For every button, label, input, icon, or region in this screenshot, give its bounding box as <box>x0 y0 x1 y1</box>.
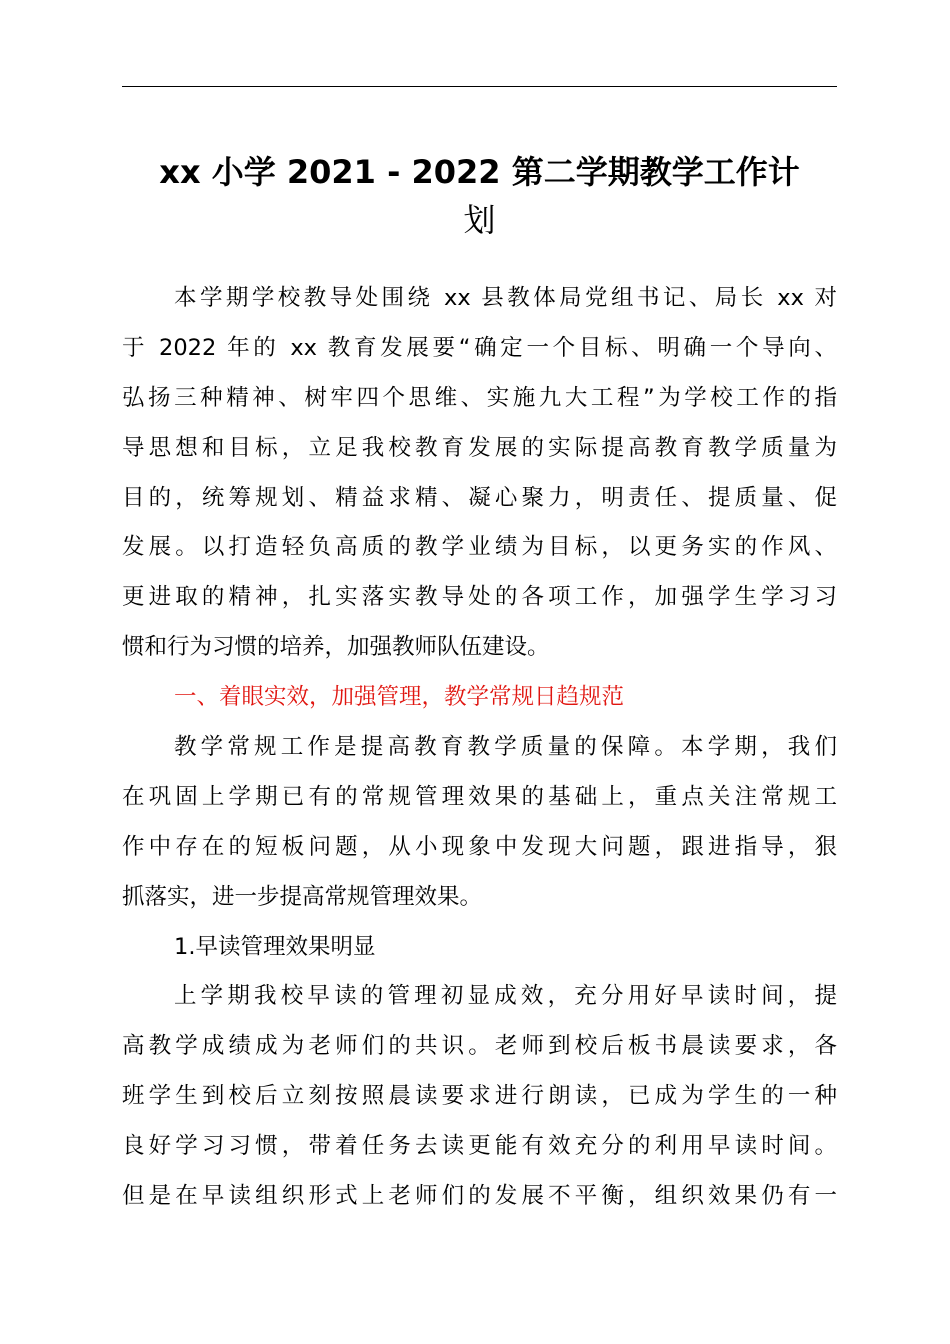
title-line-1: xx 小学 2021 - 2022 第二学期教学工作计 <box>159 153 800 191</box>
header-rule <box>122 86 837 87</box>
subsection-1-line: 高教学成绩成为老师们的共识。老师到校后板书晨读要求，各 <box>122 1033 837 1060</box>
section-1-line: 在巩固上学期已有的常规管理效果的基础上，重点关注常规工 <box>122 783 837 810</box>
subsection-1-heading: 1.早读管理效果明显 <box>174 933 376 960</box>
subsection-1-line: 良好学习习惯，带着任务去读更能有效充分的利用早读时间。 <box>122 1133 837 1160</box>
section-1-line: 教学常规工作是提高教育教学质量的保障。本学期，我们 <box>174 734 837 761</box>
title-line-2: 划 <box>463 201 496 239</box>
document-title <box>122 148 837 244</box>
intro-line: 发展。以打造轻负高质的教学业绩为目标，以更务实的作风、 <box>122 534 837 561</box>
section-1-line: 作中存在的短板问题，从小现象中发现大问题，跟进指导，狠 <box>122 833 837 860</box>
intro-line: 目的，统筹规划、精益求精、凝心聚力，明责任、提质量、促 <box>122 484 837 511</box>
intro-line: 于 2022 年的 xx 教育发展要“确定一个目标、明确一个导向、 <box>122 334 837 361</box>
subsection-1-line: 班学生到校后立刻按照晨读要求进行朗读，已成为学生的一种 <box>122 1083 837 1110</box>
intro-line: 惯和行为习惯的培养，加强教师队伍建设。 <box>122 634 550 661</box>
intro-line: 导思想和目标，立足我校教育发展的实际提高教育教学质量为 <box>122 434 837 461</box>
intro-line: 本学期学校教导处围绕 xx 县教体局党组书记、局长 xx 对 <box>174 285 837 311</box>
section-1-heading: 一、着眼实效，加强管理，教学常规日趋规范 <box>174 684 625 711</box>
intro-line: 更进取的精神，扎实落实教导处的各项工作，加强学生学习习 <box>122 584 837 611</box>
subsection-1-line: 但是在早读组织形式上老师们的发展不平衡，组织效果仍有一 <box>122 1183 837 1210</box>
intro-line: 弘扬三种精神、树牢四个思维、实施九大工程”为学校工作的指 <box>122 384 837 411</box>
section-1-line: 抓落实，进一步提高常规管理效果。 <box>122 883 483 910</box>
document-body <box>122 274 837 1222</box>
subsection-1-line: 上学期我校早读的管理初显成效，充分用好早读时间，提 <box>174 983 837 1010</box>
